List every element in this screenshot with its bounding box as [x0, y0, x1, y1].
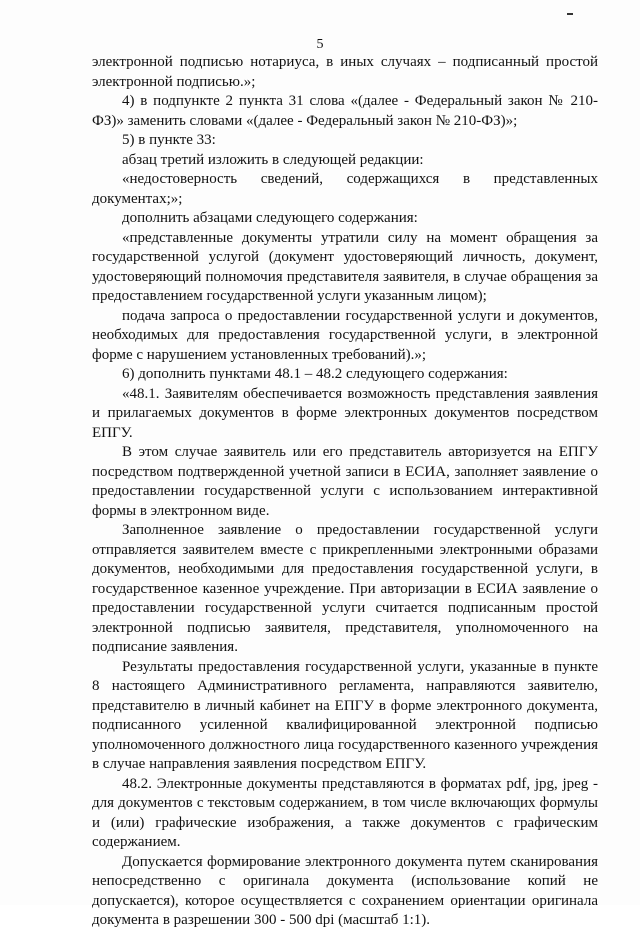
paragraph: подача запроса о предоставлении государственной услуги и документов, необходимых для предоставления государственной услуги, в электронной форме с нарушением установленных требований).»; — [92, 307, 598, 363]
paragraph: 5) в пункте 33: — [122, 132, 216, 148]
paragraph: «представленные документы утратили силу на момент обращения за государственной услугой (документ удостоверяющий личность, документ, удостоверяющий полномочия представителя заявителя, в случае обращения за предоставлением государственной услуги указанным лицом); — [92, 229, 598, 304]
paragraph: электронной подписью нотариуса, в иных случаях – подписанный простой электронной подписью.»; — [92, 54, 598, 90]
paragraph: В этом случае заявитель или его представитель авторизуется на ЕПГУ посредством подтвержденной учетной записи в ЕСИА, заполняет заявление о предоставлении государственной услуги с использованием интерактивной формы в электронном виде. — [92, 444, 598, 519]
paragraph: дополнить абзацами следующего содержания: — [122, 210, 418, 226]
paragraph: Заполненное заявление о предоставлении государственной услуги отправляется заявителем вместе с прикрепленными электронными образами документов, необходимыми для предоставления государственной услуги, в государственное казенное учреждение. При авторизации в ЕСИА заявление о предоставлении государственной услуги считается подписанным простой электронной подписью заявителя, представителя, уполномоченного на подписание заявления. — [92, 522, 598, 655]
paragraph: Результаты предоставления государственной услуги, указанные в пункте 8 настоящего Административного регламента, направляются заявителю, представителю в личный кабинет на ЕПГУ в форме электронного документа, подписанного усиленной квалифицированной электронной подписью уполномоченного должностного лица государственного казенного учреждения в случае направления заявления посредством ЕПГУ. — [92, 658, 598, 772]
paragraph: «48.1. Заявителям обеспечивается возможность представления заявления и прилагаемых документов в форме электронных документов посредством ЕПГУ. — [92, 385, 598, 441]
paragraph: 4) в подпункте 2 пункта 31 слова «(далее - Федеральный закон № 210-ФЗ)» заменить словами «(далее - Федеральный закон № 210-ФЗ)»; — [92, 93, 598, 129]
paragraph: 48.2. Электронные документы представляются в форматах pdf, jpg, jpeg - для документов с текстовым содержанием, в том числе включающих формулы и (или) графические изображения, а также документов с графическим содержанием. — [92, 775, 598, 850]
paragraph: абзац третий изложить в следующей редакции: — [122, 151, 424, 168]
paragraph: Допускается формирование электронного документа путем сканирования непосредственно с оригинала документа (использование копий не допускается), которое осуществляется с сохранением ориентации оригинала документа в разрешении 300 - 500 dpi (масштаб 1:1). — [92, 853, 598, 928]
document-body — [92, 53, 598, 931]
page-number: 5 — [316, 37, 324, 52]
paragraph: 6) дополнить пунктами 48.1 – 48.2 следующего содержания: — [122, 366, 508, 382]
paragraph: «недостоверность сведений, содержащихся в представленных документах;»; — [92, 171, 598, 207]
scan-mark — [567, 13, 573, 15]
